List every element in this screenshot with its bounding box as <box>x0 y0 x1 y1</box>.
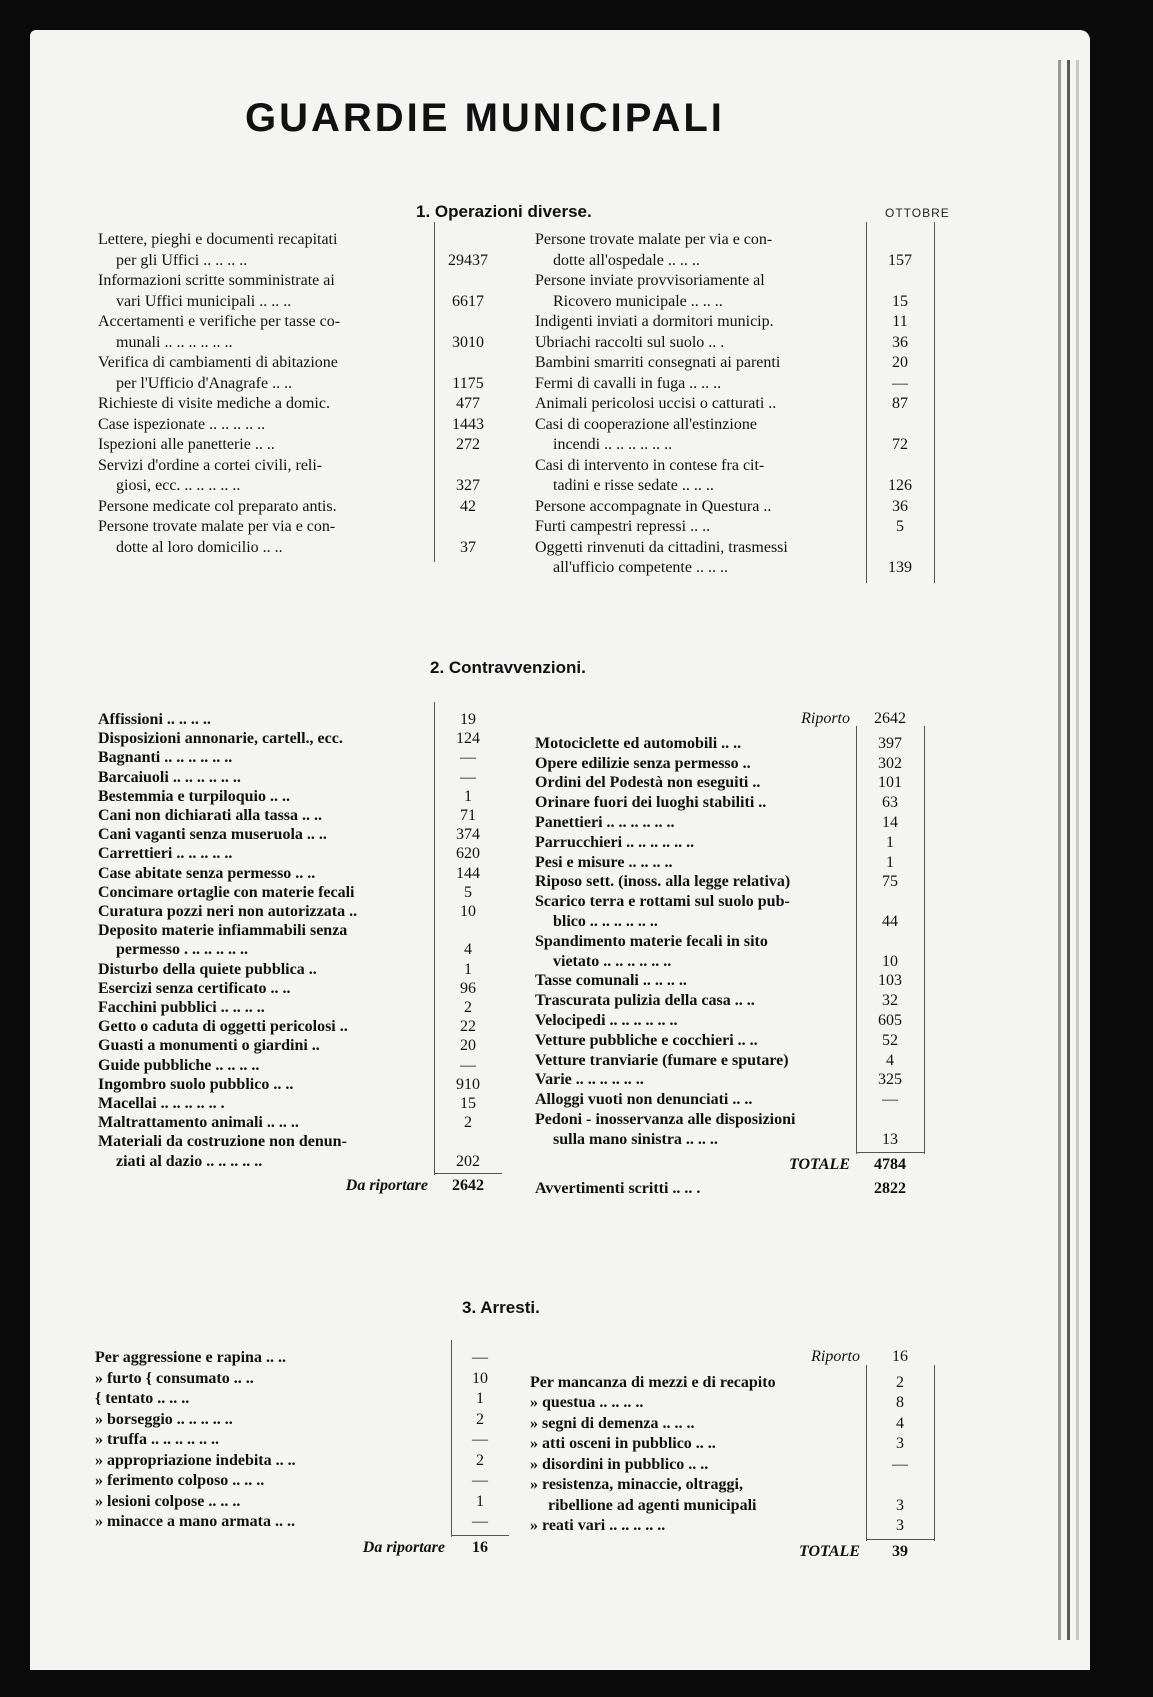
row-value: 605 <box>878 1012 902 1029</box>
row-label <box>98 1075 428 1094</box>
row-value: 1 <box>476 1390 484 1407</box>
row-label <box>98 497 428 518</box>
row-label-line: Indigenti inviati a dormitori municip. <box>535 313 774 330</box>
row-label-line: Case ispezionate .. .. .. .. .. <box>98 415 266 433</box>
row-label <box>535 394 865 415</box>
row-label <box>95 1430 425 1451</box>
row-label <box>535 734 855 754</box>
row-label-line: Vetture pubbliche e cocchieri .. .. <box>535 1031 758 1049</box>
row-label-line: Maltrattamento animali .. .. .. <box>98 1114 299 1132</box>
row-label <box>535 517 865 538</box>
row-value: 36 <box>892 497 908 515</box>
row-value: 327 <box>456 477 480 494</box>
total-rule <box>451 1535 509 1536</box>
row-label-line: Motociclette ed automobili .. .. <box>535 734 742 752</box>
row-label <box>98 844 428 863</box>
row-value: 272 <box>456 436 480 453</box>
row-label <box>98 768 428 787</box>
row-value: 10 <box>472 1369 488 1387</box>
row-value: 32 <box>882 992 898 1010</box>
row-value: 374 <box>456 826 480 844</box>
row-value: 52 <box>882 1031 898 1049</box>
total-label: Da riportare <box>362 1538 445 1556</box>
row-label <box>98 864 428 883</box>
row-label-line: { tentato .. .. .. <box>95 1390 190 1407</box>
document-page <box>30 30 1090 1670</box>
row-value: — <box>892 374 908 392</box>
carry-value: 16 <box>892 1348 908 1365</box>
row-label <box>98 1056 428 1075</box>
row-label <box>95 1369 425 1390</box>
row-label <box>530 1455 860 1476</box>
row-label-line: Pedoni - inosservanza alle disposizioni <box>535 1111 796 1128</box>
row-label <box>98 517 428 558</box>
row-label-line: Disposizioni annonarie, cartell., ecc. <box>98 730 343 748</box>
row-value: 3 <box>896 1496 904 1514</box>
row-label <box>535 971 855 991</box>
row-value: 10 <box>460 903 476 920</box>
row-label-line: vari Uffici municipali .. .. .. <box>116 292 292 310</box>
row-value: 15 <box>892 292 908 310</box>
row-label <box>535 1090 855 1110</box>
row-label <box>535 1070 855 1090</box>
row-value: 1175 <box>452 374 484 392</box>
row-label-line: Ispezioni alle panetterie .. .. <box>98 436 275 453</box>
row-label <box>535 932 855 972</box>
row-label-line: Ingombro suolo pubblico .. .. <box>98 1075 294 1093</box>
carry-value: 2642 <box>874 710 906 727</box>
row-label <box>98 1113 428 1132</box>
row-value: 397 <box>878 734 902 752</box>
row-label-line: Case abitate senza permesso .. .. <box>98 864 316 882</box>
total-label: TOTALE <box>788 1155 850 1173</box>
row-value: 87 <box>892 395 908 412</box>
row-label-line: » appropriazione indebita .. .. <box>95 1451 296 1469</box>
row-label <box>98 312 428 353</box>
row-label-line: ribellione ad agenti municipali <box>548 1496 757 1514</box>
row-label <box>98 435 428 456</box>
row-label-line: Deposito materie infiammabili senza <box>98 922 348 940</box>
row-label <box>98 353 428 394</box>
row-value: 302 <box>878 754 902 772</box>
row-label <box>95 1451 425 1472</box>
row-value: 3 <box>896 1435 904 1452</box>
row-label <box>535 538 865 579</box>
row-label-line: Persone trovate malate per via e con- <box>98 518 336 535</box>
row-label-line: Ricovero municipale .. .. .. <box>553 292 723 310</box>
row-label-line: munali .. .. .. .. .. .. <box>116 333 233 351</box>
page-title: GUARDIE MUNICIPALI <box>245 96 725 140</box>
total-rule <box>866 1539 934 1540</box>
row-label <box>98 1017 428 1036</box>
row-label-line: » disordini in pubblico .. .. <box>530 1455 709 1473</box>
row-label-line: Bagnanti .. .. .. .. .. .. <box>98 749 233 767</box>
row-value: 1 <box>476 1492 484 1510</box>
row-label <box>98 1036 428 1055</box>
column-rule <box>924 726 925 1154</box>
row-value: 3010 <box>452 333 484 351</box>
row-value: 1 <box>886 853 894 871</box>
row-label-line: Scarico terra e rottami sul suolo pub- <box>535 893 790 911</box>
row-label <box>535 333 865 354</box>
row-value: 29437 <box>448 251 488 269</box>
row-label-line: Accertamenti e verifiche per tasse co- <box>98 313 341 330</box>
month-label: OTTOBRE <box>885 206 950 220</box>
row-value: — <box>460 768 476 786</box>
row-label-line: Casi di cooperazione all'estinzione <box>535 415 757 433</box>
row-value: 103 <box>878 972 902 990</box>
row-label-line: Velocipedi .. .. .. .. .. .. <box>535 1012 678 1029</box>
row-value: — <box>460 749 476 767</box>
row-value: 5 <box>896 518 904 535</box>
row-value: 71 <box>460 807 476 824</box>
row-label-line: Furti campestri repressi .. .. <box>535 518 711 535</box>
row-label <box>530 1516 860 1537</box>
row-label-line: Lettere, pieghi e documenti recapitati <box>98 231 338 248</box>
row-label-line: Tasse comunali .. .. .. .. <box>535 972 687 990</box>
row-value: 20 <box>460 1037 476 1055</box>
row-value: 910 <box>456 1075 480 1093</box>
row-label-line: Bestemmia e turpiloquio .. .. <box>98 787 290 805</box>
row-label <box>98 960 428 979</box>
row-label <box>535 833 855 853</box>
row-value: 144 <box>456 864 480 882</box>
row-value: 202 <box>456 1152 480 1170</box>
row-label <box>535 497 865 518</box>
row-label-line: blico .. .. .. .. .. .. <box>553 912 658 930</box>
row-label <box>98 787 428 806</box>
row-label <box>98 1132 428 1170</box>
row-label <box>530 1373 860 1394</box>
row-label-line: Barcaiuoli .. .. .. .. .. .. <box>98 768 241 786</box>
row-label-line: » truffa .. .. .. .. .. .. <box>95 1431 219 1448</box>
row-label <box>535 773 855 793</box>
row-value: — <box>460 1056 476 1074</box>
section2-heading: 2. Contravvenzioni. <box>430 658 586 677</box>
row-label-line: » ferimento colposo .. .. .. <box>95 1472 265 1489</box>
row-label-line: Bambini smarriti consegnati ai parenti <box>535 354 781 371</box>
row-label-line: tadini e risse sedate .. .. .. <box>553 477 714 494</box>
column-rule <box>866 222 867 583</box>
row-label-line: Concimare ortaglie con materie fecali <box>98 883 355 901</box>
row-label-line: » minacce a mano armata .. .. <box>95 1513 295 1530</box>
row-label-line: Opere edilizie senza permesso .. <box>535 754 751 772</box>
row-label <box>98 456 428 497</box>
row-value: — <box>472 1472 488 1489</box>
row-label <box>535 754 855 774</box>
row-label <box>535 1011 855 1031</box>
row-label-line: Informazioni scritte somministrate ai <box>98 272 335 289</box>
row-value: 22 <box>460 1018 476 1036</box>
row-label-line: all'ufficio competente .. .. .. <box>553 559 728 576</box>
column-rule <box>856 726 857 1154</box>
row-label <box>535 813 855 833</box>
row-label-line: Persone medicate col preparato antis. <box>98 497 337 515</box>
row-label <box>530 1475 860 1516</box>
row-label-line: Servizi d'ordine a cortei civili, reli- <box>98 456 323 474</box>
row-label <box>535 415 865 456</box>
row-value: 2 <box>476 1451 484 1469</box>
row-value: 157 <box>888 251 912 269</box>
row-value: 14 <box>882 814 898 831</box>
row-label <box>98 921 428 959</box>
row-label-line: per gli Uffici .. .. .. .. <box>116 251 248 269</box>
column-rule <box>451 1340 452 1537</box>
row-value: 1 <box>886 833 894 851</box>
row-label-line: » atti osceni in pubblico .. .. <box>530 1435 716 1452</box>
section3-heading: 3. Arresti. <box>462 1298 540 1317</box>
row-label-line: » borseggio .. .. .. .. .. <box>95 1410 233 1428</box>
row-value: 72 <box>892 436 908 453</box>
row-label <box>98 806 428 825</box>
row-label-line: giosi, ecc. .. .. .. .. .. <box>116 477 241 494</box>
row-value: 2 <box>464 1114 472 1132</box>
row-label <box>95 1410 425 1431</box>
total-value: 16 <box>472 1538 488 1556</box>
row-label <box>530 1393 860 1414</box>
row-value: 620 <box>456 845 480 863</box>
row-value: 4 <box>886 1051 894 1069</box>
row-value: 10 <box>882 952 898 970</box>
row-label <box>535 853 855 873</box>
section1-heading: 1. Operazioni diverse. <box>416 202 592 221</box>
row-value: 2 <box>464 999 472 1016</box>
row-label <box>535 312 865 333</box>
row-label-line: Vetture tranviarie (fumare e sputare) <box>535 1051 789 1069</box>
row-label <box>98 271 428 312</box>
row-value: 36 <box>892 333 908 351</box>
row-label-line: Parrucchieri .. .. .. .. .. .. <box>535 833 695 851</box>
row-value: 11 <box>892 313 908 330</box>
row-value: 19 <box>460 711 476 728</box>
row-label <box>535 1031 855 1051</box>
row-label-line: Animali pericolosi uccisi o catturati .. <box>535 395 777 412</box>
column-rule <box>934 1365 935 1541</box>
row-label <box>535 271 865 312</box>
row-label-line: Riposo sett. (inoss. alla legge relativa) <box>535 873 791 891</box>
row-value: 3 <box>896 1517 904 1534</box>
row-value: 4 <box>896 1414 904 1432</box>
row-label <box>535 230 865 271</box>
row-value: 6617 <box>452 292 484 310</box>
row-label-line: Ubriachi raccolti sul suolo .. . <box>535 333 725 351</box>
row-label-line: Casi di intervento in contese fra cit- <box>535 456 765 474</box>
row-value: 15 <box>460 1095 476 1112</box>
row-value: 101 <box>878 774 902 792</box>
row-label-line: Curatura pozzi neri non autorizzata .. <box>98 903 358 920</box>
total-label: Da riportare <box>345 1176 428 1194</box>
row-label-line: Guasti a monumenti o giardini .. <box>98 1037 320 1055</box>
column-rule <box>866 1365 867 1541</box>
row-label-line: Fermi di cavalli in fuga .. .. .. <box>535 374 722 392</box>
row-value: 325 <box>878 1071 902 1089</box>
column-rule <box>434 702 435 1175</box>
row-label-line: Per aggressione e rapina .. .. <box>95 1349 286 1366</box>
row-value: 13 <box>882 1130 898 1148</box>
row-value: 124 <box>456 730 480 748</box>
row-value: 20 <box>892 354 908 371</box>
row-label-line: Richieste di visite mediche a domic. <box>98 395 330 412</box>
row-label-line: » furto { consumato .. .. <box>95 1369 254 1387</box>
row-value: 44 <box>882 913 898 930</box>
row-label-line: dotte all'ospedale .. .. .. <box>553 251 700 269</box>
row-label <box>98 230 428 271</box>
row-value: — <box>472 1513 488 1530</box>
row-label-line: » segni di demenza .. .. .. <box>530 1414 695 1432</box>
row-label-line: incendi .. .. .. .. .. .. <box>553 436 673 453</box>
row-label-line: » lesioni colpose .. .. .. <box>95 1492 241 1510</box>
row-label <box>535 1110 855 1150</box>
row-label-line: Spandimento materie fecali in sito <box>535 932 768 950</box>
row-label <box>535 374 865 395</box>
row-value: — <box>882 1091 898 1109</box>
total-rule <box>856 1152 924 1153</box>
row-label <box>98 415 428 436</box>
row-label <box>95 1389 425 1410</box>
total-value: 4784 <box>874 1155 906 1173</box>
row-value: 8 <box>896 1394 904 1411</box>
row-label <box>98 1094 428 1113</box>
row-label <box>535 793 855 813</box>
row-label-line: Persone trovate malate per via e con- <box>535 231 773 248</box>
row-label <box>95 1348 425 1369</box>
carry-label: Riporto <box>811 1348 860 1365</box>
row-value: 5 <box>464 883 472 901</box>
row-label-line: Varie .. .. .. .. .. .. <box>535 1071 644 1089</box>
row-label <box>98 748 428 767</box>
row-value: 1 <box>464 960 472 978</box>
row-label <box>535 1051 855 1071</box>
total-rule <box>434 1173 502 1174</box>
row-label-line: Oggetti rinvenuti da cittadini, trasmessi <box>535 538 788 556</box>
row-label-line: per l'Ufficio d'Anagrafe .. .. <box>116 374 293 392</box>
row-label-line: Cani non dichiarati alla tassa .. .. <box>98 807 323 824</box>
row-label-line: Guide pubbliche .. .. .. .. <box>98 1056 260 1074</box>
row-label <box>95 1512 425 1533</box>
row-label-line: Facchini pubblici .. .. .. .. <box>98 999 265 1016</box>
row-value: 37 <box>460 538 476 556</box>
row-value: 126 <box>888 477 912 494</box>
carry-label: Riporto <box>801 710 850 727</box>
row-label-line: Panettieri .. .. .. .. .. .. <box>535 814 675 831</box>
row-value: 96 <box>460 979 476 997</box>
row-label-line: » resistenza, minaccie, oltraggi, <box>530 1476 743 1493</box>
row-value: — <box>892 1455 908 1473</box>
row-value: — <box>472 1349 488 1366</box>
row-label <box>95 1492 425 1513</box>
row-label-line: permesso . .. .. .. .. .. <box>116 941 248 959</box>
warnings-value: 2822 <box>874 1180 906 1198</box>
row-value: 1 <box>464 787 472 805</box>
row-value: 42 <box>460 497 476 515</box>
row-label <box>535 991 855 1011</box>
total-value: 2642 <box>452 1176 484 1194</box>
row-label <box>98 883 428 902</box>
total-value: 39 <box>892 1542 908 1560</box>
row-label <box>535 353 865 374</box>
column-rule <box>434 222 435 562</box>
row-label-line: Persone accompagnate in Questura .. <box>535 497 772 515</box>
row-label <box>535 456 865 497</box>
row-label <box>98 729 428 748</box>
row-label <box>530 1414 860 1435</box>
total-label: TOTALE <box>798 1542 860 1560</box>
row-label-line: vietato .. .. .. .. .. .. <box>553 952 672 970</box>
row-label <box>98 825 428 844</box>
row-label <box>98 902 428 921</box>
row-label-line: Affissioni .. .. .. .. <box>98 711 211 728</box>
row-value: 2 <box>476 1410 484 1428</box>
row-label-line: » questua .. .. .. .. <box>530 1394 644 1411</box>
row-label-line: Per mancanza di mezzi e di recapito <box>530 1373 776 1391</box>
row-label-line: Verifica di cambiamenti di abitazione <box>98 354 338 371</box>
row-label <box>535 872 855 892</box>
row-label-line: Disturbo della quiete pubblica .. <box>98 960 317 978</box>
row-label <box>98 394 428 415</box>
row-value: 1443 <box>452 415 484 433</box>
row-value: — <box>472 1431 488 1448</box>
row-label <box>95 1471 425 1492</box>
row-value: 2 <box>896 1373 904 1391</box>
row-label-line: » reati vari .. .. .. .. .. <box>530 1517 666 1534</box>
row-label <box>98 710 428 729</box>
row-label <box>98 979 428 998</box>
row-label-line: Alloggi vuoti non denunciati .. .. <box>535 1091 753 1109</box>
row-value: 477 <box>456 395 480 412</box>
row-value: 63 <box>882 794 898 812</box>
row-value: 4 <box>464 941 472 959</box>
row-label-line: Pesi e misure .. .. .. .. <box>535 853 673 871</box>
row-label-line: Ordini del Podestà non eseguiti .. <box>535 774 761 792</box>
row-label-line: Getto o caduta di oggetti pericolosi .. <box>98 1018 348 1036</box>
row-label-line: Carrettieri .. .. .. .. .. <box>98 845 233 863</box>
column-rule <box>934 222 935 583</box>
row-label <box>530 1434 860 1455</box>
row-value: 139 <box>888 559 912 576</box>
row-label-line: Cani vaganti senza museruola .. .. <box>98 826 327 844</box>
row-label <box>535 892 855 932</box>
row-value: 75 <box>882 873 898 891</box>
row-label-line: Esercizi senza certificato .. .. <box>98 979 291 997</box>
row-label-line: dotte al loro domicilio .. .. <box>116 538 283 556</box>
row-label <box>98 998 428 1017</box>
row-label-line: ziati al dazio .. .. .. .. .. <box>116 1152 263 1170</box>
row-label-line: Trascurata pulizia della casa .. .. <box>535 992 755 1010</box>
row-label-line: Materiali da costruzione non denun- <box>98 1133 347 1151</box>
row-label-line: Orinare fuori dei luoghi stabiliti .. <box>535 794 767 812</box>
row-label-line: Persone inviate provvisoriamente al <box>535 272 765 289</box>
warnings-label: Avvertimenti scritti .. .. . <box>535 1180 701 1198</box>
row-label-line: sulla mano sinistra .. .. .. <box>553 1130 718 1148</box>
row-label-line: Macellai .. .. .. .. .. . <box>98 1095 225 1112</box>
